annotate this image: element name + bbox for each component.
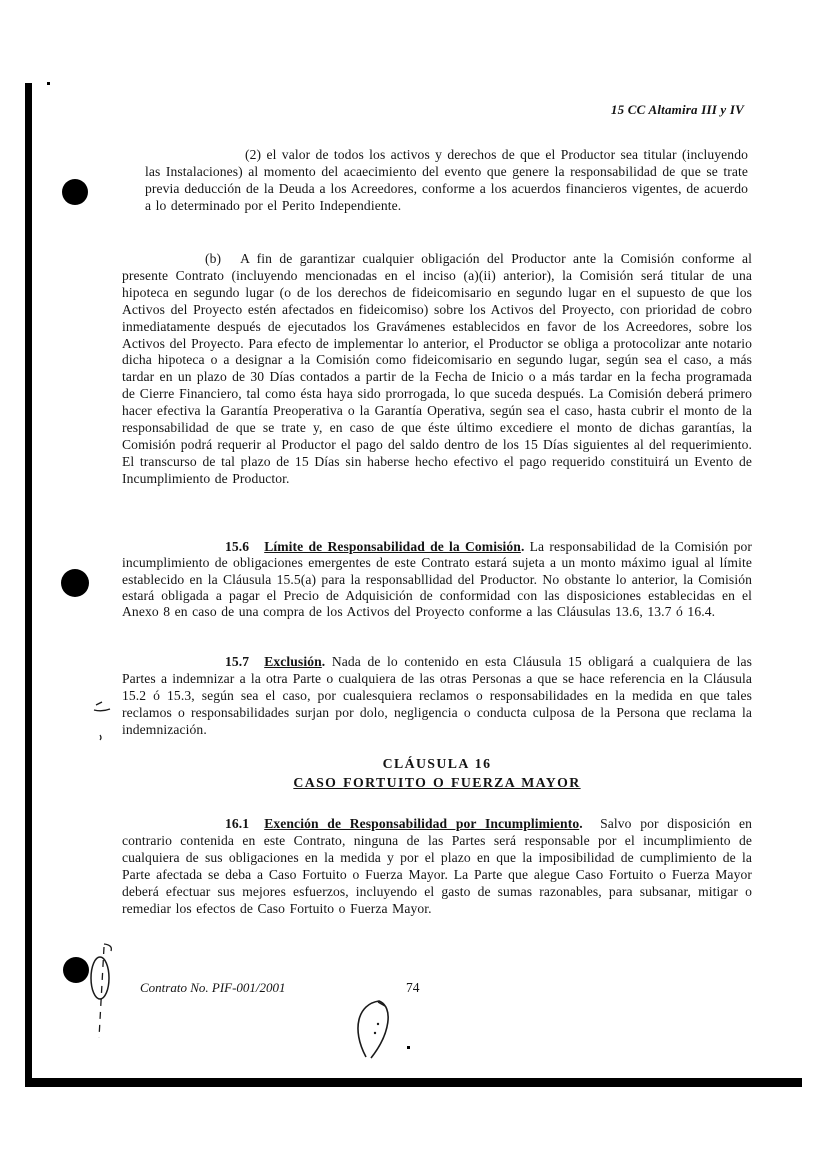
section-15-7	[122, 654, 752, 739]
section-15-7-title: Exclusión	[264, 654, 322, 669]
paragraph-b	[122, 251, 752, 488]
section-16-1	[122, 816, 752, 917]
paragraph-2	[145, 147, 748, 215]
centerline-pen-mark	[91, 944, 111, 1038]
paragraph-2-number: (2)	[245, 147, 262, 162]
header-citation: 15 CC Altamira III y IV	[610, 102, 744, 117]
clause-16-title-line: CASO FORTUITO O FUERZA MAYOR	[293, 774, 581, 790]
section-16-1-title: Exención de Responsabilidad por Incumplimiento	[264, 816, 580, 831]
punch-hole-mark	[61, 569, 89, 597]
section-15-6-number: 15.6	[225, 539, 250, 554]
scan-edge-bottom	[25, 1078, 802, 1087]
section-15-7-title-punct: .	[321, 654, 326, 669]
section-15-7-number: 15.7	[225, 654, 250, 669]
footer-contract-number: Contrato No. PIF-001/2001	[140, 980, 286, 995]
clause-16-number-line: CLÁUSULA 16	[382, 756, 492, 771]
section-16-1-number: 16.1	[225, 816, 250, 831]
punch-hole-mark	[63, 957, 89, 983]
section-16-1-text: Salvo por disposición en contrario contenida en este Contrato, ninguna de las Partes será responsable por el incumplimiento de cualquiera de sus obligaciones en la medida y por el plazo en que la imposibilidad de cumplimiento de la Parte afectada se deba a Caso Fortuito o Fuerza Mayor. La Parte que alegue Caso Fortuito o Fuerza Mayor deberá efectuar sus mejores esfuerzos, incluyendo el gasto de sumas razonables, para subsanar, mitigar o remediar los efectos de Caso Fortuito o Fuerza Mayor.	[122, 816, 752, 916]
punch-hole-mark	[62, 179, 88, 205]
paragraph-b-text: A fin de garantizar cualquier obligación del Productor ante la Comisión conforme al presente Contrato (incluyendo mencionadas en el inciso (a)(ii) anterior), la Comisión será titular de una hipoteca en segundo lugar (o de los derechos de fideicomisario en segundo lugar en el supuesto de que los Activos del Proyecto estén afectados en fideicomiso) sobre los Activos del Proyecto, con prioridad de cobro inmediatamente después de ejecutados los Gravámenes establecidos en favor de los Acreedores, sobre los Activos del Proyecto. Para efecto de implementar lo anterior, el Productor se obliga a protocolizar ante notario dicha hipoteca o a designar a la Comisión como fideicomisario en segundo lugar, según sea el caso, a más tardar en un plazo de 30 Días contados a partir de la Fecha de Inicio o a más tardar en la fecha programada de Cierre Financiero, tal como ésta haya sido prorrogada, lo que suceda después. La Comisión deberá primero hacer efectiva la Garantía Preoperativa o la Garantía Operativa, según sea el caso, hasta cubrir el monto de la responsabilidad de que se trate y, en caso de que éste último excediere el monto de dichas garantías, la Comisión podrá requerir al Productor el pago del saldo dentro de los 15 Días siguientes al del requerimiento. El transcurso de tal plazo de 15 Días sin haberse hecho efectivo el pago requerido constituirá un Evento de Incumplimiento de Productor.	[122, 251, 752, 486]
clause-16-heading	[122, 755, 752, 792]
section-15-6-text: La responsabilidad de la Comisión por incumplimiento de obligaciones emergentes de este Contrato estará sujeta a un monto máximo igual al límite establecido en la Cláusula 15.5(a) para la responsabllidad del Productor. No obstante lo anterior, la Comisión estará obligada a pagar el Precio de Adquisición de conformidad con las disposiciones establecidas en el Anexo 8 en caso de una compra de los Activos del Proyecto conforme a las Cláusulas 13.6, 13.7 ó 16.4.	[122, 539, 752, 620]
section-15-6-title: Límite de Responsabilidad de la Comisión	[264, 539, 521, 554]
scan-speck	[407, 1046, 410, 1049]
paragraph-2-text: el valor de todos los activos y derechos de que el Productor sea titular (incluyendo las Instalaciones) al momento del acaecimiento del evento que genere la responsabilidad de que se trate previa deducción de la Deuda a los Acreedores, conforme a los acuerdos financieros vigentes, de acuerdo a lo determinado por el Perito Independiente.	[145, 147, 748, 213]
scan-edge-left	[25, 83, 32, 1087]
paragraph-b-label: (b)	[205, 251, 222, 266]
pen-loop-mark	[358, 1001, 388, 1058]
scan-speck	[47, 82, 50, 85]
section-16-1-title-punct: .	[579, 816, 583, 831]
section-15-6	[122, 539, 752, 620]
margin-pen-mark	[94, 702, 110, 740]
section-15-7-text: Nada de lo contenido en esta Cláusula 15 obligará a cualquiera de las Partes a indemnizar a la otra Parte o cualquiera de las otras Personas a que se hace referencia en la Cláusula 15.2 ó 15.3, según sea el caso, por cualesquiera reclamos o responsabilidades en la medida en que tales reclamos o responsabilidades surjan por dolo, negligencia o conducta culposa de la Persona que reclama la indemnización.	[122, 654, 752, 737]
footer-page-number: 74	[406, 980, 420, 995]
section-15-6-title-punct: .	[520, 539, 525, 554]
